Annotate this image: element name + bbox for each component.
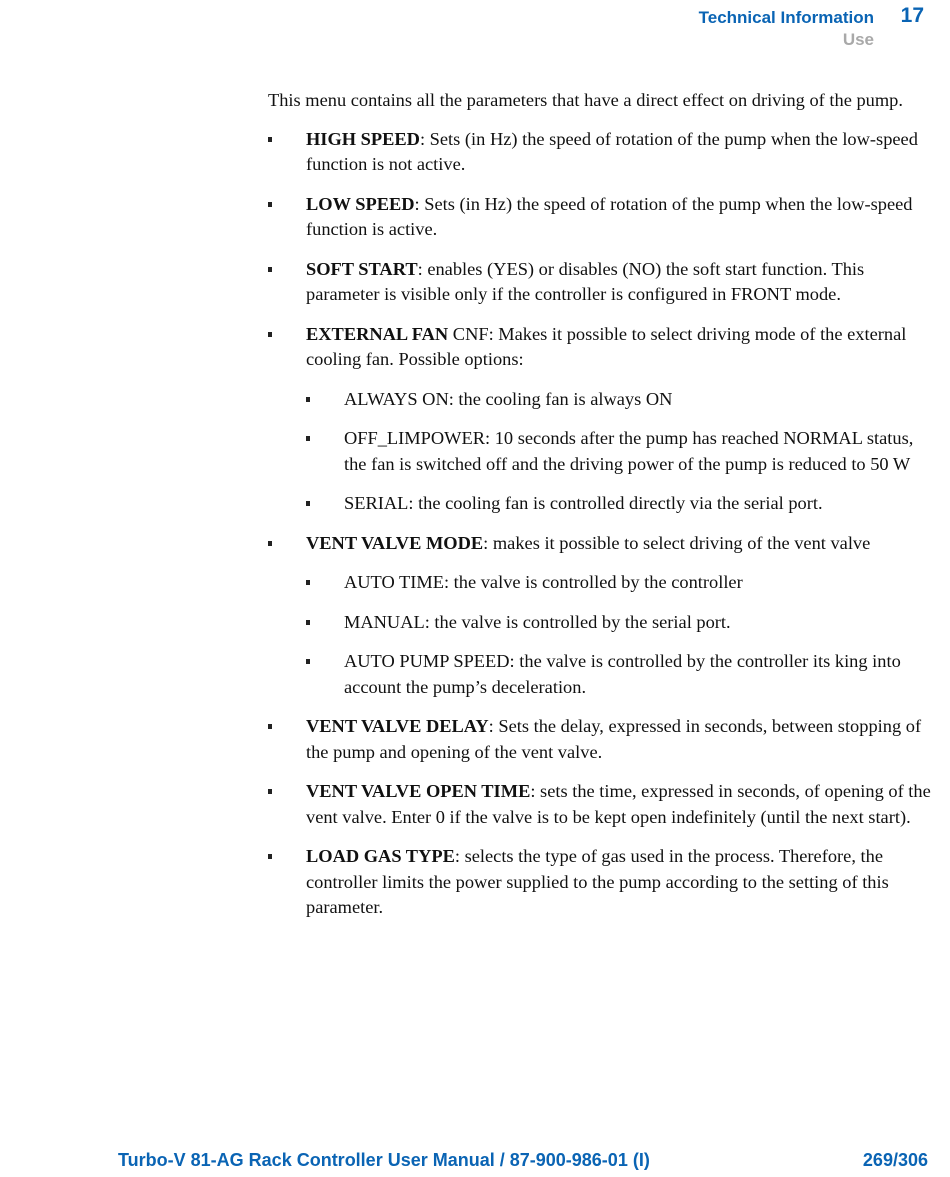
sublist-item-text: OFF_LIMPOWER: 10 seconds after the pump has reached NORMAL status, the fan is switched off and the driving power of the pump is reduced to 50 W bbox=[344, 428, 914, 474]
bullet-icon bbox=[268, 332, 272, 337]
bullet-icon bbox=[268, 854, 272, 859]
bullet-icon bbox=[306, 659, 310, 664]
intro-paragraph: This menu contains all the parameters that have a direct effect on driving of the pump. bbox=[268, 90, 903, 110]
item-text: : sets the time, expressed in seconds, of opening of the vent valve. Enter 0 if the valve is to be kept open indefinitely (until the next start). bbox=[306, 781, 931, 827]
sublist-item-text: MANUAL: the valve is controlled by the serial port. bbox=[344, 611, 731, 632]
list-item-load-gas-type bbox=[268, 844, 933, 921]
page-body bbox=[268, 88, 933, 935]
item-term: HIGH SPEED bbox=[306, 128, 420, 149]
header-section-title: Technical Information bbox=[698, 8, 874, 27]
bullet-icon bbox=[268, 541, 272, 546]
chapter-number: 17 bbox=[900, 4, 924, 27]
sublist-vent-valve-options bbox=[306, 570, 933, 700]
sublist-item bbox=[306, 610, 933, 636]
list-item-low-speed bbox=[268, 192, 933, 243]
footer-manual-title: Turbo-V 81-AG Rack Controller User Manual / 87-900-986-01 (I) bbox=[118, 1150, 650, 1170]
bullet-icon bbox=[306, 397, 310, 402]
item-term: EXTERNAL FAN bbox=[306, 323, 449, 344]
item-text: CNF: Makes it possible to select driving mode of the external cooling fan. Possible options: bbox=[306, 323, 907, 369]
list-item-vent-valve-open-time bbox=[268, 779, 933, 830]
sublist-item bbox=[306, 570, 933, 596]
sublist-item-text: AUTO PUMP SPEED: the valve is controlled by the controller its king into account the pump’s deceleration. bbox=[344, 651, 901, 697]
bullet-icon bbox=[268, 202, 272, 207]
bullet-icon bbox=[306, 620, 310, 625]
list-item-soft-start bbox=[268, 257, 933, 308]
item-text: : selects the type of gas used in the process. Therefore, the controller limits the power supplied to the pump according to the setting of this parameter. bbox=[306, 846, 889, 917]
bullet-icon bbox=[306, 501, 310, 506]
item-term: LOW SPEED bbox=[306, 193, 415, 214]
item-term: SOFT START bbox=[306, 258, 418, 279]
item-term: VENT VALVE DELAY bbox=[306, 716, 489, 736]
sublist-item bbox=[306, 649, 933, 700]
sublist-fan-options bbox=[306, 387, 933, 517]
item-text: : enables (YES) or disables (NO) the soft start function. This parameter is visible only if the controller is configured in FRONT mode. bbox=[306, 258, 865, 304]
bullet-icon bbox=[306, 580, 310, 585]
item-term: LOAD GAS TYPE bbox=[306, 846, 455, 866]
header-subsection-title: Use bbox=[842, 30, 874, 49]
item-text: : Sets the delay, expressed in seconds, between stopping of the pump and opening of the vent valve. bbox=[306, 716, 922, 762]
item-term: VENT VALVE OPEN TIME bbox=[306, 781, 531, 801]
sublist-item bbox=[306, 387, 933, 413]
sublist-item-text: AUTO TIME: the valve is controlled by the controller bbox=[344, 572, 743, 592]
item-text: : makes it possible to select driving of the vent valve bbox=[483, 532, 871, 553]
sublist-item-text: SERIAL: the cooling fan is controlled directly via the serial port. bbox=[344, 493, 823, 513]
item-term: VENT VALVE MODE bbox=[306, 532, 484, 553]
item-text: : Sets (in Hz) the speed of rotation of the pump when the low-speed function is not active. bbox=[306, 128, 918, 174]
bullet-icon bbox=[268, 137, 272, 142]
bullet-icon bbox=[306, 436, 310, 441]
list-item-external-fan bbox=[268, 322, 933, 517]
bullet-icon bbox=[268, 789, 272, 794]
list-item-vent-valve-mode bbox=[268, 531, 933, 701]
list-item-high-speed bbox=[268, 127, 933, 178]
sublist-item bbox=[306, 491, 933, 517]
footer-page-number: 269/306 bbox=[862, 1150, 928, 1170]
item-text: : Sets (in Hz) the speed of rotation of the pump when the low-speed function is active. bbox=[306, 193, 913, 239]
list-item-vent-valve-delay bbox=[268, 714, 933, 765]
bullet-icon bbox=[268, 724, 272, 729]
bullet-icon bbox=[268, 267, 272, 272]
sublist-item-text: ALWAYS ON: the cooling fan is always ON bbox=[344, 388, 673, 409]
sublist-item bbox=[306, 426, 933, 477]
